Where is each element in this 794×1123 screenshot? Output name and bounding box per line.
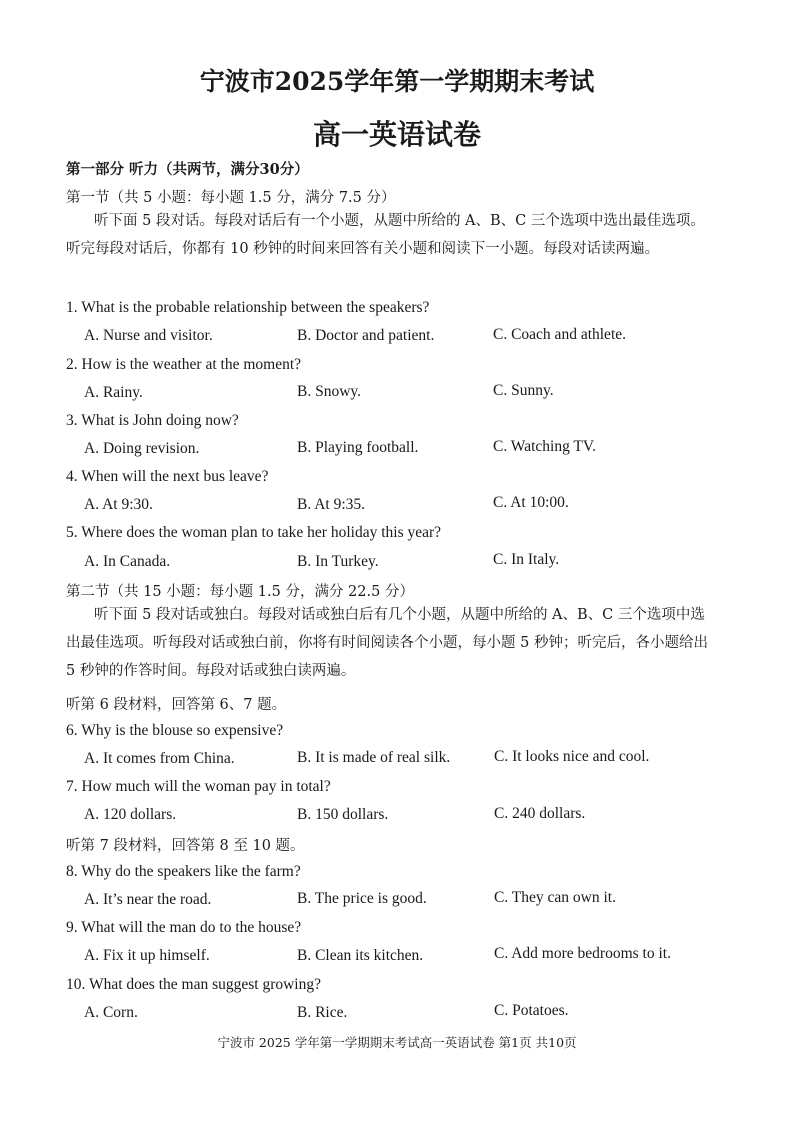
q1-option-b: B. Doctor and patient. [297, 327, 435, 344]
q5-option-c: C. In Italy. [493, 551, 560, 568]
q4-option-c: C. At 10:00. [493, 494, 569, 511]
q7-option-b: B. 150 dollars. [297, 806, 389, 823]
q9-option-b: B. Clean its kitchen. [297, 947, 424, 964]
q7-option-c: C. 240 dollars. [494, 805, 586, 822]
question-10: 10. What does the man suggest growing? [66, 976, 321, 993]
question-6: 6. Why is the blouse so expensive? [66, 722, 284, 739]
question-3: 3. What is John doing now? [66, 412, 239, 429]
q10-option-b: B. Rice. [297, 1004, 348, 1021]
q8-option-c: C. They can own it. [494, 889, 616, 906]
section2-instructions: 听下面 5 段对话或独白。每段对话或独白后有几个小题，从题中所给的 A、B、C 三个选项中选出最佳选项。听每段对话或独白前，你将有时间阅读各个小题，每小题 5 秒钟；听完后，各小题给出 5 秒钟的作答时间。每段对话或独白读两遍。 [66, 607, 708, 679]
question-7: 7. How much will the woman pay in total? [66, 778, 331, 795]
q6-option-b: B. It is made of real silk. [297, 749, 451, 766]
material-7-label: 听第 7 段材料，回答第 8 至 10 题。 [66, 838, 305, 854]
question-1: 1. What is the probable relationship between the speakers? [66, 299, 430, 316]
q5-option-b: B. In Turkey. [297, 553, 379, 570]
q2-option-c: C. Sunny. [493, 382, 554, 399]
page-footer: 宁波市 2025 学年第一学期期末考试高一英语试卷 第1页 共10页 [217, 1035, 577, 1050]
q1-option-a: A. Nurse and visitor. [84, 327, 213, 344]
exam-subtitle: 高一英语试卷 [312, 118, 481, 151]
q7-option-a: A. 120 dollars. [84, 806, 177, 823]
material-6-label: 听第 6 段材料，回答第 6、7 题。 [66, 697, 287, 713]
q10-option-c: C. Potatoes. [494, 1002, 569, 1019]
question-2: 2. How is the weather at the moment? [66, 356, 302, 373]
q6-option-a: A. It comes from China. [84, 750, 235, 767]
part1-heading: 第一部分 听力（共两节，满分30分） [66, 161, 309, 178]
q8-option-b: B. The price is good. [297, 890, 427, 907]
question-8: 8. Why do the speakers like the farm? [66, 863, 301, 880]
q6-option-c: C. It looks nice and cool. [494, 748, 650, 765]
q4-option-a: A. At 9:30. [84, 496, 153, 513]
q1-option-c: C. Coach and athlete. [493, 326, 626, 343]
q3-option-a: A. Doing revision. [84, 440, 200, 457]
q9-option-a: A. Fix it up himself. [84, 947, 210, 964]
q3-option-b: B. Playing football. [297, 439, 419, 456]
section2-heading: 第二节（共 15 小题：每小题 1.5 分，满分 22.5 分） [66, 584, 414, 600]
question-4: 4. When will the next bus leave? [66, 468, 269, 485]
section1-instructions: 听下面 5 段对话。每段对话后有一个小题，从题中所给的 A、B、C 三个选项中选出最佳选项。听完每段对话后，你都有 10 秒钟的时间来回答有关小题和阅读下一小题。每段对话读两遍。 [66, 213, 705, 257]
q10-option-a: A. Corn. [84, 1004, 138, 1021]
question-9: 9. What will the man do to the house? [66, 919, 302, 936]
q2-option-b: B. Snowy. [297, 383, 362, 400]
exam-title: 宁波市2025学年第一学期期末考试 [199, 67, 595, 96]
section1-heading: 第一节（共 5 小题：每小题 1.5 分，满分 7.5 分） [66, 190, 396, 206]
q4-option-b: B. At 9:35. [297, 496, 366, 513]
q3-option-c: C. Watching TV. [493, 438, 596, 455]
q8-option-a: A. It’s near the road. [84, 891, 212, 908]
question-5: 5. Where does the woman plan to take her holiday this year? [66, 524, 442, 541]
q9-option-c: C. Add more bedrooms to it. [494, 945, 671, 962]
q5-option-a: A. In Canada. [84, 553, 171, 570]
q2-option-a: A. Rainy. [84, 384, 143, 401]
